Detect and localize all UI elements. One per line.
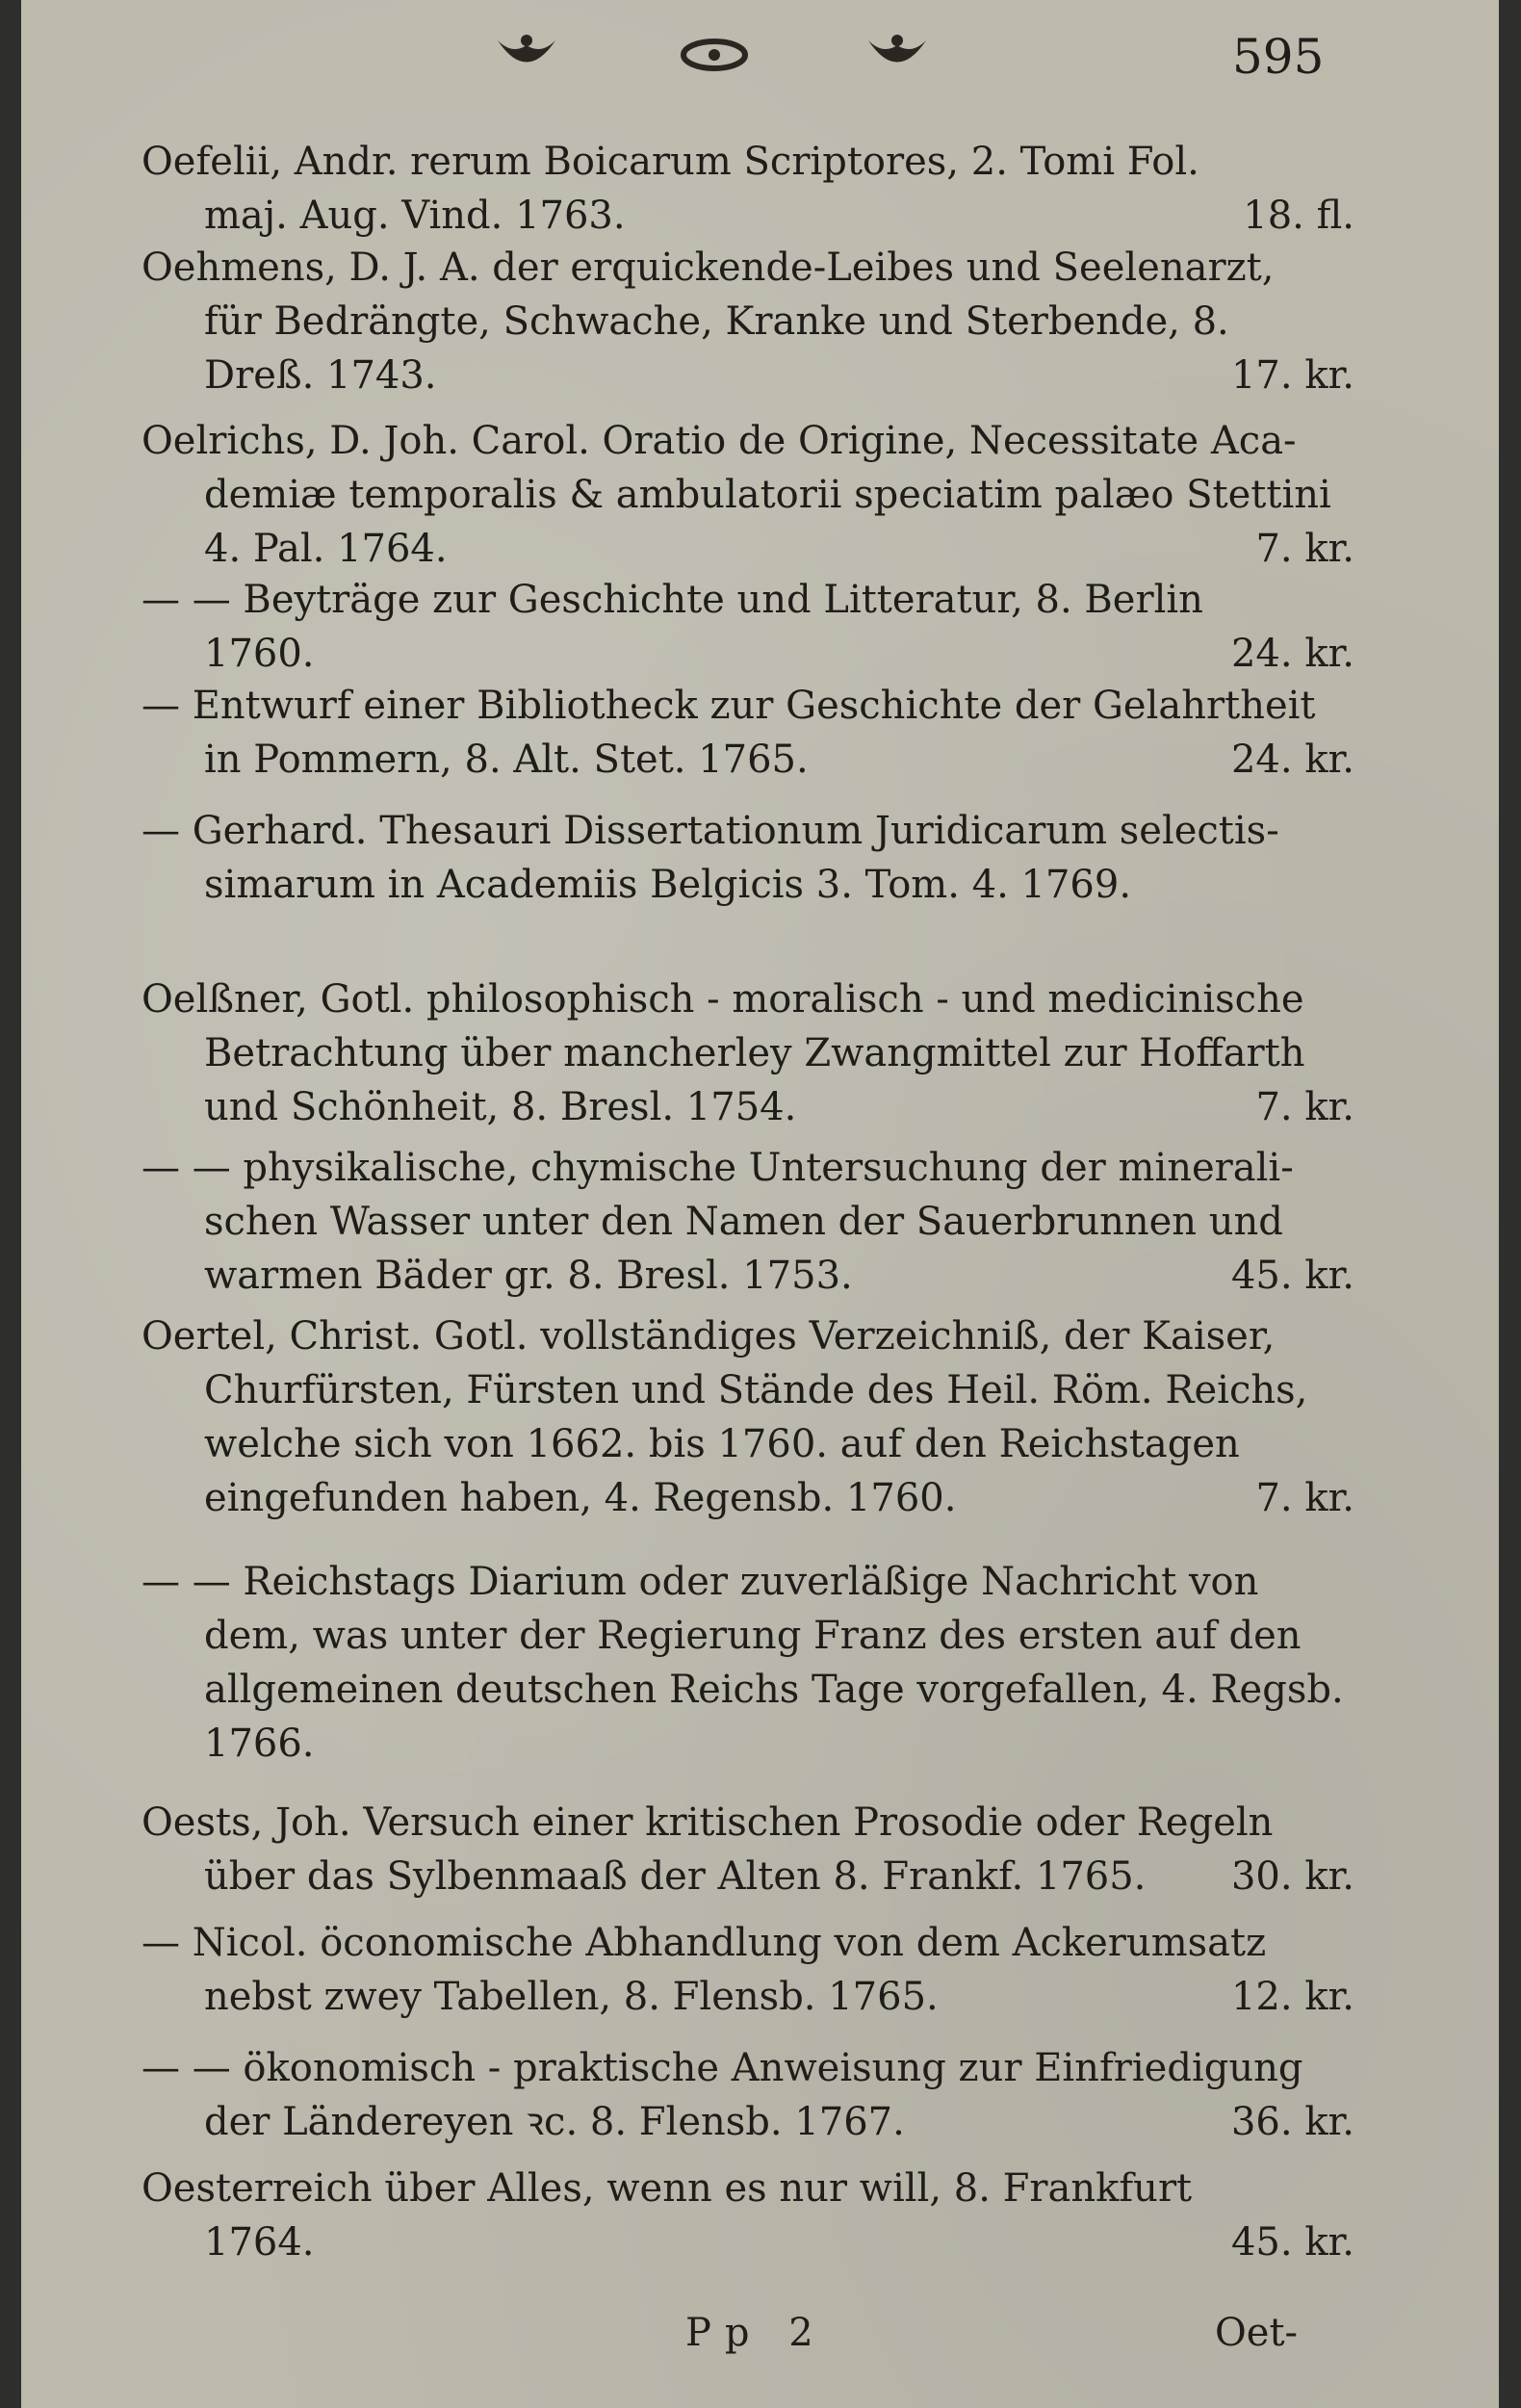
entry-line	[142, 1363, 1354, 1417]
entry-line	[142, 2041, 1354, 2095]
entry-text: simarum in Academiis Belgicis 3. Tom. 4. 1769.	[204, 863, 1132, 907]
book-page	[21, 0, 1499, 2408]
catalog-entry	[142, 241, 1354, 402]
entry-line	[142, 972, 1354, 1026]
entry-line	[142, 1471, 1354, 1525]
entry-line	[142, 1555, 1354, 1609]
entry-text: 1760.	[204, 632, 315, 676]
entry-line	[142, 414, 1354, 468]
catalog-entry	[142, 2162, 1354, 2269]
entry-line	[142, 189, 1354, 243]
catalog-entry	[142, 679, 1354, 787]
entry-text: — Nicol. öconomische Abhandlung von dem Ackerumsatz	[142, 1921, 1267, 1965]
entry-text: der Ländereyen ꝛc. 8. Flensb. 1767.	[204, 2100, 905, 2144]
entry-price: 24. kr.	[1230, 632, 1354, 676]
entry-line	[142, 679, 1354, 733]
entry-text: 4. Pal. 1764.	[204, 527, 448, 571]
entry-text: 1766.	[204, 1722, 315, 1766]
entry-line	[142, 2162, 1354, 2215]
entry-line	[142, 1080, 1354, 1134]
catalog-entry	[142, 414, 1354, 576]
entry-line	[142, 804, 1354, 858]
entry-line	[142, 1970, 1354, 2024]
catalog-entry	[142, 1796, 1354, 1903]
entry-price: 12. kr.	[1230, 1975, 1354, 2019]
entry-price: 36. kr.	[1230, 2100, 1354, 2144]
entry-line	[142, 135, 1354, 189]
entry-text: Dreß. 1743.	[204, 353, 437, 398]
catalog-entry	[142, 804, 1354, 912]
entry-line	[142, 573, 1354, 627]
entry-text: — — Reichstags Diarium oder zuverläßige Nachricht von	[142, 1560, 1259, 1604]
entry-line	[142, 733, 1354, 787]
entry-price: 7. kr.	[1255, 1085, 1354, 1129]
entry-price: 45. kr.	[1230, 2220, 1354, 2265]
entry-text: Oertel, Christ. Gotl. vollständiges Verzeichniß, der Kaiser,	[142, 1314, 1276, 1359]
catalog-entry	[142, 1141, 1354, 1303]
entry-line	[142, 1141, 1354, 1195]
entry-text: — Entwurf einer Bibliotheck zur Geschichte der Gelahrtheit	[142, 684, 1316, 728]
entry-text: und Schönheit, 8. Bresl. 1754.	[204, 1085, 797, 1129]
entry-price: 7. kr.	[1255, 1476, 1354, 1520]
entry-line	[142, 468, 1354, 522]
page-number: 595	[1232, 29, 1325, 85]
entry-text: — — Beyträge zur Geschichte und Litteratur, 8. Berlin	[142, 578, 1203, 622]
entry-text: warmen Bäder gr. 8. Bresl. 1753.	[204, 1254, 853, 1298]
entry-line	[142, 349, 1354, 402]
entry-line	[142, 1850, 1354, 1903]
entry-text: — Gerhard. Thesauri Dissertationum Juridicarum selectis-	[142, 809, 1279, 853]
catalog-entry	[142, 1916, 1354, 2024]
entry-text: Oests, Joh. Versuch einer kritischen Prosodie oder Regeln	[142, 1800, 1274, 1845]
entry-text: Oesterreich über Alles, wenn es nur will, 8. Frankfurt	[142, 2166, 1193, 2211]
entry-price: 7. kr.	[1255, 527, 1354, 571]
entry-line	[142, 2215, 1354, 2269]
entry-price: 45. kr.	[1230, 1254, 1354, 1298]
entry-price: 17. kr.	[1230, 353, 1354, 398]
entry-line	[142, 1249, 1354, 1303]
entry-text: Oefelii, Andr. rerum Boicarum Scriptores, 2. Tomi Fol.	[142, 140, 1199, 184]
entry-line	[142, 1916, 1354, 1970]
catalog-entry	[142, 573, 1354, 681]
entry-text: welche sich von 1662. bis 1760. auf den Reichstagen	[204, 1422, 1240, 1466]
entry-text: demiæ temporalis & ambulatorii speciatim palæo Stettini	[204, 473, 1331, 517]
diamond-ornament-icon	[676, 31, 753, 83]
catalog-entry	[142, 2041, 1354, 2149]
catalog-entry	[142, 135, 1354, 243]
entry-text: allgemeinen deutschen Reichs Tage vorgefallen, 4. Regsb.	[204, 1668, 1344, 1712]
entry-text: eingefunden haben, 4. Regensb. 1760.	[204, 1476, 957, 1520]
entry-line	[142, 1417, 1354, 1471]
entry-line	[142, 1609, 1354, 1663]
entry-line	[142, 1663, 1354, 1717]
entry-line	[142, 627, 1354, 681]
entry-text: Oelrichs, D. Joh. Carol. Oratio de Origine, Necessitate Aca-	[142, 419, 1297, 463]
entry-line	[142, 1796, 1354, 1850]
entry-line	[142, 1195, 1354, 1249]
entry-text: in Pommern, 8. Alt. Stet. 1765.	[204, 738, 809, 782]
entry-line	[142, 858, 1354, 912]
entry-text: Churfürsten, Fürsten und Stände des Heil. Röm. Reichs,	[204, 1368, 1308, 1412]
catalog-entry	[142, 972, 1354, 1134]
entry-line	[142, 1309, 1354, 1363]
entry-text: Oehmens, D. J. A. der erquickende-Leibes und Seelenarzt,	[142, 246, 1275, 290]
entry-text: für Bedrängte, Schwache, Kranke und Sterbende, 8.	[204, 299, 1229, 344]
entry-price: 24. kr.	[1230, 738, 1354, 782]
entry-text: schen Wasser unter den Namen der Sauerbrunnen und	[204, 1200, 1283, 1244]
catchword: Oet-	[1215, 2311, 1299, 2355]
entry-line	[142, 2095, 1354, 2149]
entry-text: Betrachtung über mancherley Zwangmittel zur Hoffarth	[204, 1031, 1305, 1075]
entry-price: 30. kr.	[1230, 1854, 1354, 1899]
entry-text: — — physikalische, chymische Untersuchung der minerali-	[142, 1146, 1294, 1190]
entry-text: Oelßner, Gotl. philosophisch - moralisch - und medicinische	[142, 977, 1304, 1022]
entry-text: maj. Aug. Vind. 1763.	[204, 194, 626, 238]
entry-text: — — ökonomisch - praktische Anweisung zur Einfriedigung	[142, 2046, 1303, 2090]
entry-line	[142, 522, 1354, 576]
catalog-entry	[142, 1555, 1354, 1771]
entry-price: 18. fl.	[1243, 194, 1354, 238]
entry-text: dem, was unter der Regierung Franz des ersten auf den	[204, 1614, 1302, 1658]
entry-line	[142, 1717, 1354, 1771]
entry-text: nebst zwey Tabellen, 8. Flensb. 1765.	[204, 1975, 939, 2019]
entry-line	[142, 241, 1354, 295]
signature-mark: Pp 2	[685, 2311, 827, 2355]
entry-line	[142, 1026, 1354, 1080]
entry-text: 1764.	[204, 2220, 315, 2265]
entry-line	[142, 295, 1354, 349]
header-ornaments	[493, 31, 945, 89]
entry-text: über das Sylbenmaaß der Alten 8. Frankf. 1765.	[204, 1854, 1147, 1899]
fleuron-icon	[864, 31, 931, 83]
catalog-entry	[142, 1309, 1354, 1525]
fleuron-icon	[493, 31, 560, 83]
